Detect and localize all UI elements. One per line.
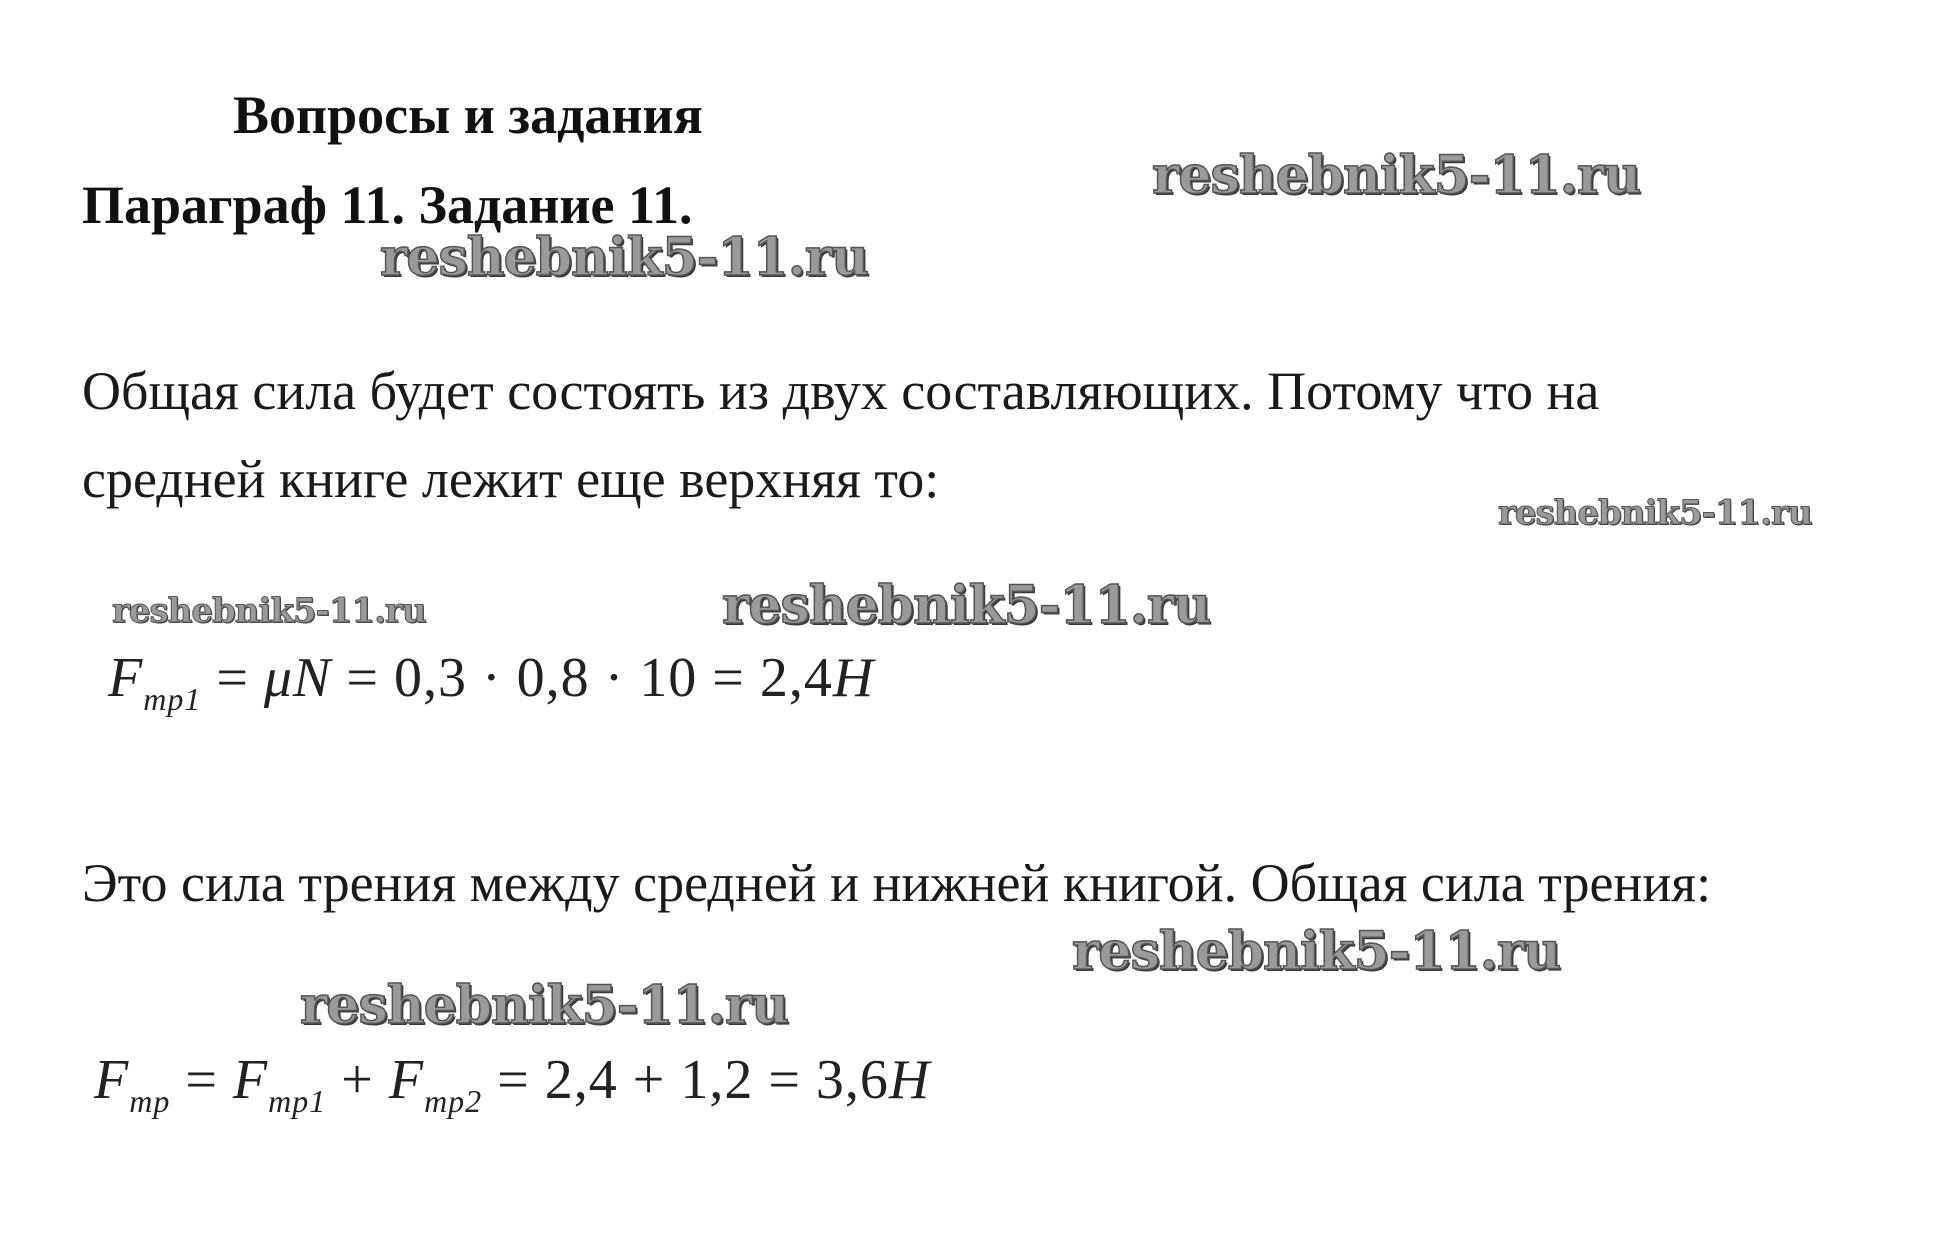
formula-mu: μ [263, 647, 294, 709]
formula-subscript: тр [129, 1083, 171, 1119]
paragraph-2: Это сила трения между средней и нижней книгой. Общая сила трения: [82, 853, 1712, 913]
watermark: reshebnik5-11.ru [1152, 145, 1641, 206]
formula-term1-symbol: F [232, 1049, 269, 1111]
formula-term2-symbol: F [388, 1049, 425, 1111]
watermark: reshebnik5-11.ru [1072, 921, 1561, 982]
formula-term1-subscript: тр1 [268, 1083, 327, 1119]
section-title: Вопросы и задания [233, 85, 703, 145]
formula-unit: H [888, 1049, 931, 1111]
formula-term2-subscript: тр2 [424, 1083, 483, 1119]
watermark: reshebnik5-11.ru [300, 975, 789, 1036]
watermark: reshebnik5-11.ru [380, 227, 869, 288]
formula-expression: = 0,3 · 0,8 · 10 = 2,4 [331, 647, 833, 709]
friction-formula-1 [108, 647, 875, 717]
watermark: reshebnik5-11.ru [1498, 493, 1812, 533]
formula-normal-force: N [293, 647, 332, 709]
watermark: reshebnik5-11.ru [112, 591, 426, 631]
formula-subscript: тр1 [143, 681, 202, 717]
formula-unit: H [832, 647, 875, 709]
friction-formula-2 [94, 1049, 931, 1119]
formula-equals: = [201, 647, 264, 709]
formula-symbol: F [108, 647, 144, 709]
paragraph-1-line-1: Общая сила будет состоять из двух составляющих. Потому что на [82, 361, 1600, 421]
formula-expression: = 2,4 + 1,2 = 3,6 [482, 1049, 889, 1111]
task-title: Параграф 11. Задание 11. [82, 175, 693, 235]
paragraph-1-line-2: средней книге лежит еще верхняя то: [82, 449, 940, 509]
formula-symbol: F [94, 1049, 130, 1111]
formula-plus: + [326, 1049, 389, 1111]
watermark: reshebnik5-11.ru [722, 575, 1211, 636]
formula-equals: = [170, 1049, 233, 1111]
